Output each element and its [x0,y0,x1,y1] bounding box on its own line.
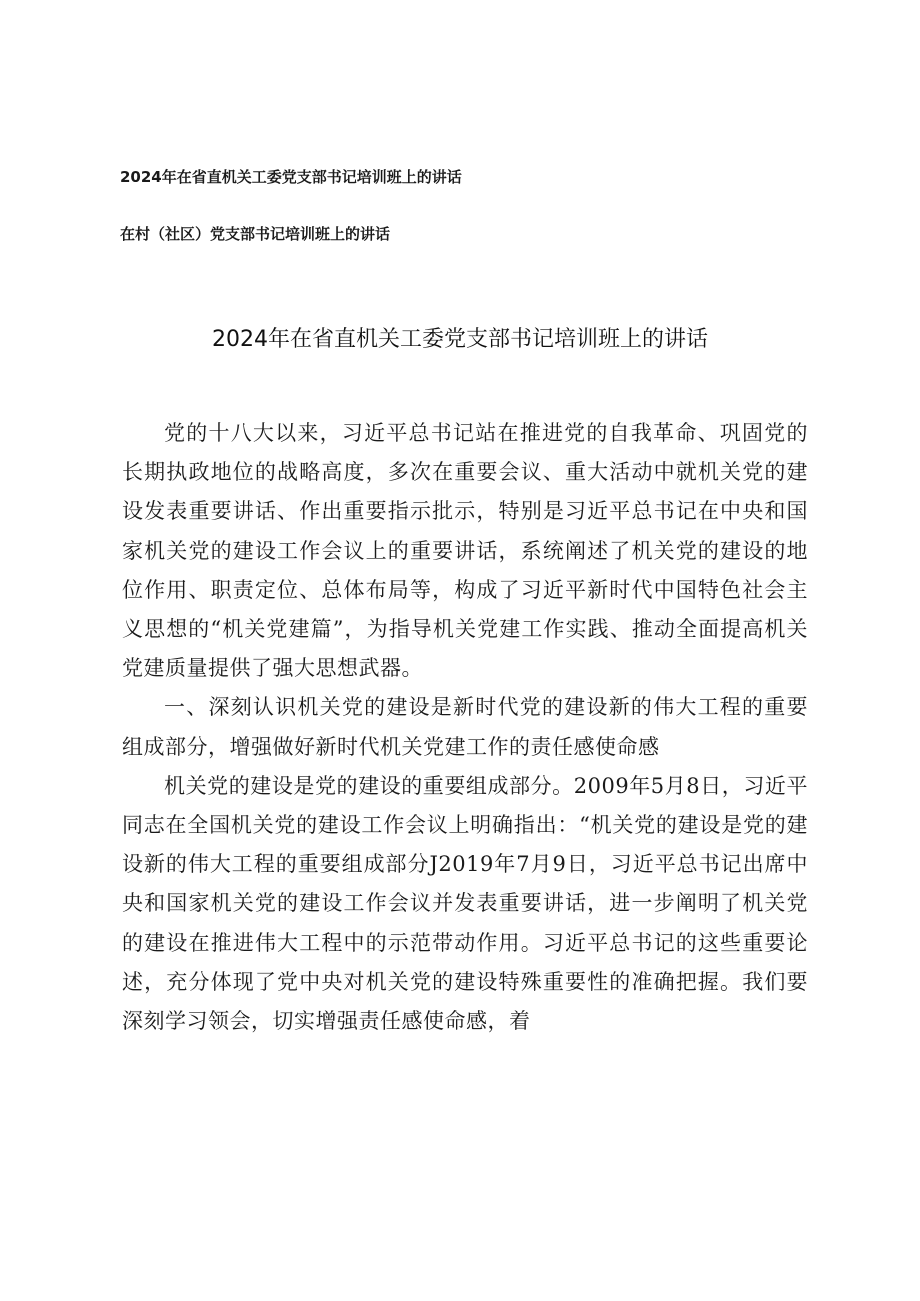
document-title: 2024年在省直机关工委党支部书记培训班上的讲话 [212,327,708,352]
paragraph-section-1: 机关党的建设是党的建设的重要组成部分。2009年5月8日，习近平同志在全国机关党的建设工作会议上明确指出：“机关党的建设是党的建设新的伟大工程的重要组成部分J2019年7月9日，习近平总书记出席中央和国家机关党的建设工作会议并发表重要讲话，进一步阐明了机关党的建设在推进伟大工程中的示范带动作用。习近平总书记的这些重要论述，充分体现了党中央对机关党的建设特殊重要性的准确把握。我们要深刻学习领会，切实增强责任感使命感，着 [122,773,808,1034]
toc-entry-1[interactable]: 2024年在省直机关工委党支部书记培训班上的讲话 [120,168,462,186]
paragraph-intro: 党的十八大以来，习近平总书记站在推进党的自我革命、巩固党的长期执政地位的战略高度，多次在重要会议、重大活动中就机关党的建设发表重要讲话、作出重要指示批示，特别是习近平总书记在中央和国家机关党的建设工作会议上的重要讲话，系统阐述了机关党的建设的地位作用、职责定位、总体布局等，构成了习近平新时代中国特色社会主义思想的“机关党建篇”，为指导机关党建工作实践、推动全面提高机关党建质量提供了强大思想武器。 [122,421,808,681]
toc-entry-2[interactable]: 在村（社区）党支部书记培训班上的讲话 [120,225,391,243]
document-body [122,414,808,1041]
section-heading-1: 一、深刻认识机关党的建设是新时代党的建设新的伟大工程的重要组成部分，增强做好新时代机关党建工作的责任感使命感 [122,695,808,759]
